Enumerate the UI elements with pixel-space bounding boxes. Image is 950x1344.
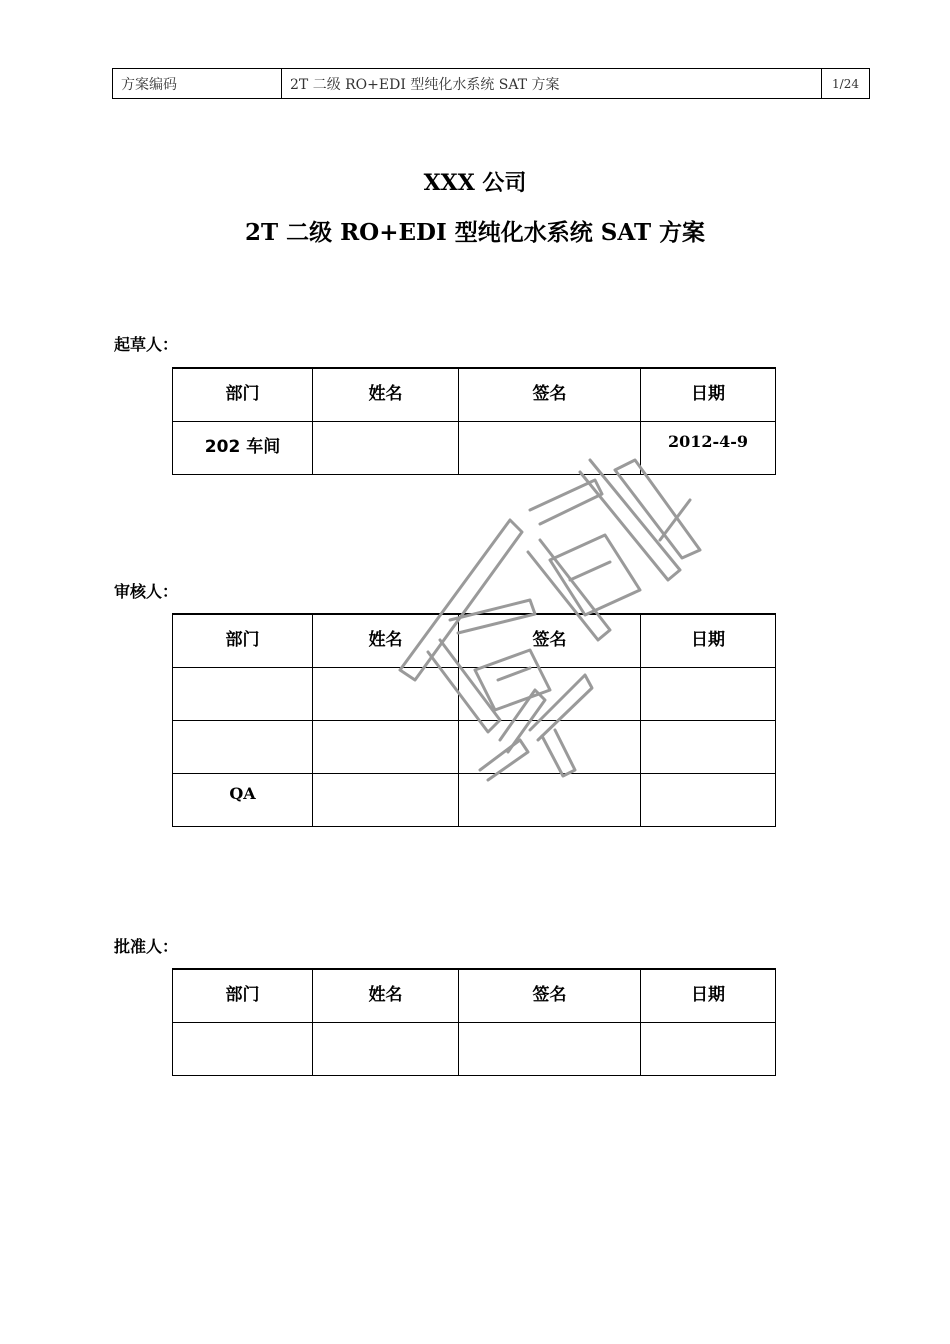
drafter-table	[172, 367, 776, 475]
cell-name[interactable]	[313, 421, 459, 474]
reviewer-table	[172, 613, 776, 827]
table-header-row	[173, 614, 776, 667]
col-name: 姓名	[313, 969, 459, 1022]
cell-name[interactable]	[313, 773, 459, 826]
approver-table	[172, 968, 776, 1076]
col-date: 日期	[641, 614, 776, 667]
col-department: 部门	[173, 969, 313, 1022]
cell-name[interactable]	[313, 667, 459, 720]
col-signature: 签名	[459, 368, 641, 421]
cell-department[interactable]	[173, 667, 313, 720]
cell-signature[interactable]	[459, 421, 641, 474]
table-row	[173, 421, 776, 474]
cell-signature[interactable]	[459, 720, 641, 773]
cell-date: 2012-4-9	[641, 421, 776, 474]
header-page-number: 1/24	[832, 76, 859, 91]
cell-name[interactable]	[313, 720, 459, 773]
cell-date[interactable]	[641, 773, 776, 826]
col-signature: 签名	[459, 614, 641, 667]
cell-name[interactable]	[313, 1022, 459, 1075]
col-department: 部门	[173, 368, 313, 421]
drafter-label: 起草人：	[114, 335, 179, 354]
table-row	[173, 773, 776, 826]
col-date: 日期	[641, 969, 776, 1022]
cell-signature[interactable]	[459, 1022, 641, 1075]
col-name: 姓名	[313, 368, 459, 421]
cell-signature[interactable]	[459, 667, 641, 720]
page-header	[112, 68, 870, 99]
cell-department: QA	[173, 773, 313, 826]
table-row	[173, 1022, 776, 1075]
cell-date[interactable]	[641, 1022, 776, 1075]
header-code-label: 方案编码	[113, 69, 282, 98]
table-header-row	[173, 969, 776, 1022]
company-title: XXX 公司	[423, 170, 527, 196]
cell-department[interactable]	[173, 1022, 313, 1075]
cell-signature[interactable]	[459, 773, 641, 826]
reviewer-label: 审核人：	[114, 582, 179, 601]
cell-date[interactable]	[641, 720, 776, 773]
table-row	[173, 720, 776, 773]
cell-department[interactable]	[173, 720, 313, 773]
col-name: 姓名	[313, 614, 459, 667]
cell-department: 202 车间	[173, 421, 313, 474]
col-department: 部门	[173, 614, 313, 667]
approver-label: 批准人：	[114, 937, 179, 956]
col-signature: 签名	[459, 969, 641, 1022]
document-title: 2T 二级 RO+EDI 型纯化水系统 SAT 方案	[244, 219, 706, 246]
cell-date[interactable]	[641, 667, 776, 720]
header-doc-title: 2T 二级 RO+EDI 型纯化水系统 SAT 方案	[282, 69, 822, 98]
table-row	[173, 667, 776, 720]
col-date: 日期	[641, 368, 776, 421]
table-header-row	[173, 368, 776, 421]
